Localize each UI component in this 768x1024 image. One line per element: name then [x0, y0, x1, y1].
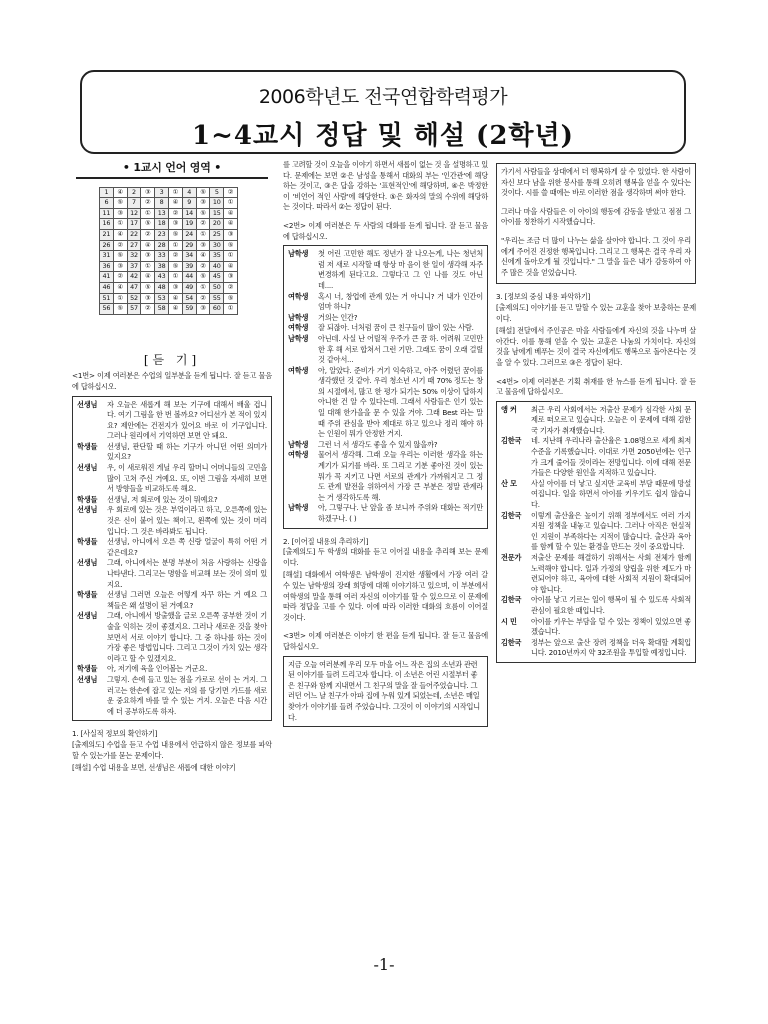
dialog-line	[288, 440, 483, 451]
answer-choice: ①	[224, 251, 238, 262]
dialog-line	[77, 537, 267, 558]
dialog-line	[501, 617, 691, 638]
utterance: 정부는 앞으로 출산 장려 정책을 더욱 확대할 계획입니다. 2010년까지 약 32조원을 투입할 예정입니다.	[531, 637, 691, 658]
utterance: 사실 아이를 더 낳고 싶지만 교육비 부담 때문에 망설여집니다. 일을 하면서 아이를 키우기도 쉽지 않습니다.	[531, 478, 691, 510]
question-number: 4	[182, 187, 196, 198]
speaker: 학생들	[77, 590, 98, 600]
answer-choice: ⑤	[196, 187, 210, 198]
utterance: 저출산 문제를 해결하기 위해서는 사회 전체가 함께 노력해야 합니다. 일과 가정의 양립을 위한 제도가 마련되어야 하고, 육아에 대한 사회적 지원이 확대되어야 합니다.	[531, 553, 691, 594]
answer-choice: ③	[113, 208, 127, 219]
dialog-line	[501, 511, 691, 553]
dialog-box-2	[283, 245, 488, 528]
answer-choice: ②	[224, 282, 238, 293]
utterance: 우 회로에 있는 것은 부엌이라고 하고, 오른쪽에 있는 것은 신이 붙어 있는 책이고, 왼쪽에 있는 것이 머리입니다. 그 것은 바라봐도 됩니다.	[107, 505, 267, 536]
speaker: 선생님	[77, 558, 98, 568]
answer-row	[100, 240, 238, 251]
answer-choice: ①	[168, 240, 182, 251]
speaker: 남학생	[288, 333, 309, 343]
answer-choice: ⑤	[141, 219, 155, 230]
speaker: 여학생	[288, 450, 309, 460]
title-box	[80, 70, 686, 154]
question-number: 58	[155, 304, 169, 315]
answer-choice: ③	[196, 304, 210, 315]
answer-choice: ③	[224, 272, 238, 283]
question-number: 13	[155, 208, 169, 219]
question-number: 1	[100, 187, 114, 198]
question-number: 6	[100, 198, 114, 209]
answer-choice: ⑤	[196, 272, 210, 283]
speaker: 남학생	[288, 312, 309, 322]
question-number: 30	[210, 240, 224, 251]
speaker: 여학생	[288, 323, 309, 333]
story-text: 가기서 사람들을 상대에서 더 행복하게 살 수 있었다. 한 사람이 자신 보다 남을 위한 봉사를 통해 오히려 행복을 얻을 수 있다는 것이다. 시를 쓸 때에는 바로 이러한 점을 생각하며 써야 한다.	[501, 167, 691, 198]
answer-choice: ②	[113, 240, 127, 251]
question-number: 39	[182, 261, 196, 272]
answer-choice: ①	[224, 304, 238, 315]
question-number: 20	[210, 219, 224, 230]
answer-choice: ④	[168, 198, 182, 209]
answer-choice: ④	[224, 219, 238, 230]
listening-heading: [듣 기]	[143, 352, 201, 367]
question-number: 28	[155, 240, 169, 251]
question-number: 51	[100, 293, 114, 304]
answer-row	[100, 272, 238, 283]
dialog-line	[77, 611, 267, 664]
question-number: 37	[127, 261, 141, 272]
question-number: 59	[182, 304, 196, 315]
answer-choice: ①	[224, 198, 238, 209]
answer-choice: ③	[141, 293, 155, 304]
answer-choice: ③	[168, 282, 182, 293]
answer-choice: ①	[113, 293, 127, 304]
question-number: 22	[127, 229, 141, 240]
dialog-line	[77, 590, 267, 611]
answer-choice: ④	[196, 251, 210, 262]
dialog-line	[288, 292, 483, 313]
dialog-line	[77, 675, 267, 717]
speaker: 학생들	[77, 494, 98, 504]
question-number: 35	[210, 251, 224, 262]
speaker: 남학생	[288, 249, 309, 259]
utterance: 자 오늘은 새롭게 해 보는 기구에 대해서 배울 겁니다. 여기 그림을 한 번 볼까요? 어디선가 본 적이 있지요? 제안에는 건전지가 있어요 바로 이 기구입니다. 그러나 원리에서 기억하면 보면 안 돼요.	[107, 399, 267, 441]
answer-choice: ②	[141, 229, 155, 240]
q2-heading: 2. [이어질 내용의 추리하기]	[283, 536, 369, 546]
answer-row	[100, 251, 238, 262]
question-number: 46	[100, 282, 114, 293]
question-number: 55	[210, 293, 224, 304]
question-number: 7	[127, 198, 141, 209]
answer-choice: ②	[168, 251, 182, 262]
speaker: 산 모	[501, 478, 517, 488]
question-number: 52	[127, 293, 141, 304]
answer-choice: ①	[196, 229, 210, 240]
question-number: 38	[155, 261, 169, 272]
q3-point: [출제의도] 이야기를 듣고 말할 수 있는 교훈을 찾아 보충하는 문제이다.	[496, 302, 696, 323]
q2-intro: <2번> 이제 여러분은 두 사람의 대화를 듣게 됩니다. 잘 듣고 물음에 답하십시오.	[283, 220, 488, 241]
question-number: 45	[210, 272, 224, 283]
utterance: 그렇지. 손에 들고 있는 점을 가로로 선이 는 거지. 그러고는 한손에 잡고 있는 저의 를 당기면 가드를 새로운 중요하게 바를 말 수 있는 거지. 오늘은 다음 시간에 더 공부하도록 하자.	[107, 674, 267, 716]
answer-row	[100, 198, 238, 209]
answer-choice: ④	[224, 261, 238, 272]
speaker: 남학생	[288, 503, 309, 513]
utterance: 물어서 생각해. 그래 오늘 우리는 이러한 생각을 하는 계기가 되기를 바라. 또 그리고 기분 좋아진 것이 있는 뭐가 꼭 지키고 나면 서로의 관계가 가까워지고 그 정도 관계 발전을 위하여서 가장 큰 부분은 정말 관계라는 거 생각하도록 해.	[318, 450, 483, 502]
speaker: 남학생	[288, 439, 309, 449]
dialog-line	[77, 495, 267, 506]
question-number: 43	[155, 272, 169, 283]
question-number: 17	[127, 219, 141, 230]
col2-top-text: 를 고려할 것이 오늘을 이야기 하면서 새롭이 없는 것 을 설명하고 있다. 문제에는 보면 ②은 남성을 통해서 대화의 부는 '인간관'에 해당하는 것이고, ③은 답을 강하는 '표현적인'에 해당하며, ④은 박정한 이 '비언어 적인 사람'에 해당한다. ⑤은 화자의 말의 수위에 해당하는 것이다. 따라서 ②는 정답이 된다.	[283, 160, 488, 212]
answer-choice: ③	[196, 198, 210, 209]
answer-choice: ②	[196, 219, 210, 230]
answer-choice: ②	[196, 293, 210, 304]
speaker: 김한국	[501, 510, 522, 520]
story-box: 지금 오늘 여러분께 우리 모두 마을 어느 작은 집의 소년과 관련된 이야기를 들려 드리고자 합니다. 이 소년은 어린 시절부터 좋은 친구와 함께 지내면서 그 친구의 말을 잘 들어주었습니다. 그러던 어느 날 친구가 아파 집에 누워 있게 되었는데, 소년은 매일 찾아가 이야기를 들려 주었습니다. 그것이 이 이야기의 시작입니다.	[283, 656, 488, 728]
answer-choice: ④	[224, 208, 238, 219]
question-number: 23	[155, 229, 169, 240]
question-number: 54	[182, 293, 196, 304]
dialog-line	[288, 503, 483, 524]
utterance: 혹시 너, 창업에 관계 있는 거 아니니? 거 내가 인간이 엄마 하니?	[318, 291, 483, 312]
dialog-line	[501, 638, 691, 659]
question-number: 21	[100, 229, 114, 240]
dialog-line	[77, 463, 267, 495]
utterance: 선생님, 아니에서 오른 쪽 신랑 얼굴이 특히 어떤 거 같은데요?	[107, 537, 267, 557]
speaker: 전문가	[501, 553, 522, 562]
utterance: 최근 우리 사회에서는 저출산 문제가 심각한 사회 문제로 떠오르고 있습니다. 오늘은 이 문제에 대해 김한국 기자가 취재했습니다.	[531, 404, 691, 435]
answer-choice: ①	[141, 261, 155, 272]
question-number: 11	[100, 208, 114, 219]
answer-choice: ②	[196, 261, 210, 272]
answer-choice: ①	[168, 187, 182, 198]
answer-choice: ①	[141, 208, 155, 219]
dialog-line	[501, 595, 691, 616]
question-number: 10	[210, 198, 224, 209]
q1-explanation: [해설] 수업 내용을 보면, 선생님은 새롭에 대한 이야기	[72, 763, 236, 773]
question-number: 24	[182, 229, 196, 240]
column-1	[72, 160, 272, 776]
answer-choice: ④	[141, 240, 155, 251]
speaker: 여학생	[288, 365, 309, 375]
utterance: 아이를 키우는 부담을 덜 수 있는 정책이 있었으면 좋겠습니다.	[531, 616, 691, 637]
utterance: 그런 너 서 생각도 좋을 수 있지 않을까?	[318, 439, 438, 449]
document-subtitle: 2006학년도 전국연합학력평가	[258, 86, 508, 108]
answer-choice: ⑤	[224, 240, 238, 251]
answer-choice: ⑤	[168, 229, 182, 240]
q2-explanation: [해설] 대화에서 여학생은 남학생이 진지한 생활에서 가장 여러 갈 수 있는 남학생의 장래 희망에 대해 이야기하고 있으며, 이 부분에서 여학생의 말을 통해 여러 자신의 이야기를 할 수 있으므로 이 문제에 따라 정답을 고를 수 있다. 이에 따라 이러한 대화의 흐름이 이어질 것이다.	[283, 570, 488, 622]
dialog-line	[77, 400, 267, 442]
question-number: 60	[210, 304, 224, 315]
answer-row	[100, 208, 238, 219]
answer-row	[100, 282, 238, 293]
question-number: 29	[182, 240, 196, 251]
answer-choice: ②	[168, 208, 182, 219]
question-number: 25	[210, 229, 224, 240]
speaker: 여학생	[288, 291, 309, 301]
dialog-line	[77, 505, 267, 537]
question-number: 36	[100, 261, 114, 272]
q3-explanation: [해설] 전달에서 주인공은 마을 사람들에게 자신의 것을 나누며 살아간다. 이를 통해 얻을 수 있는 교훈은 나눔의 가치이다. 자신의 것을 남에게 베푸는 것이 결국 자신에게도 행복으로 돌아온다는 것을 알 수 있다. 그러므로 ③은 정답이 된다.	[496, 326, 696, 367]
dialog-line	[77, 558, 267, 590]
q1-heading: 1. [사실적 정보의 확인하기]	[72, 729, 158, 739]
question-number: 12	[127, 208, 141, 219]
speaker: 앵 커	[501, 404, 517, 414]
answer-choice: ④	[113, 229, 127, 240]
q1-intro: <1번> 이제 여러분은 수업의 일부분을 듣게 됩니다. 잘 듣고 물음에 답하십시오.	[72, 371, 272, 391]
answer-choice: ③	[141, 251, 155, 262]
dialog-line	[77, 442, 267, 463]
answer-choice: ⑤	[196, 208, 210, 219]
question-number: 49	[182, 282, 196, 293]
answer-choice: ⑤	[224, 293, 238, 304]
speaker: 선생님	[77, 463, 98, 473]
question-number: 18	[155, 219, 169, 230]
utterance: 선생님, 판단할 때 하는 기구가 아니던 어떤 의미가 있지요?	[107, 441, 267, 462]
utterance: 거의는 인간?	[318, 312, 358, 322]
answer-choice: ①	[168, 272, 182, 283]
answer-choice: ③	[224, 229, 238, 240]
q1-point: [출제의도] 수업을 듣고 수업 내용에서 언급하지 않은 정보를 파악할 수 있는가를 묻는 문제이다.	[72, 739, 272, 760]
speaker: 학생들	[77, 537, 98, 547]
answer-row	[100, 187, 238, 198]
dialog-box-1	[72, 396, 272, 722]
question-number: 57	[127, 304, 141, 315]
dialog-line	[501, 553, 691, 595]
speaker: 김한국	[501, 637, 522, 647]
question-number: 34	[182, 251, 196, 262]
question-number: 14	[182, 208, 196, 219]
answer-choice: ④	[168, 293, 182, 304]
answer-choice: ③	[141, 187, 155, 198]
utterance: 그래, 아니에서는 분명 부분이 처음 사랑하는 신랑을 나타낸다. 그리고는 명함을 비교해 보는 것이 의미 있지요.	[107, 558, 267, 589]
utterance: 아닌데. 사실 난 어릴적 우주가 큰 꿈 하. 어려워 고민만 한 후 해 서로 합쳐서 그런 기만. 그래도 꿈이 오래 걸릴 것 같아서...	[318, 333, 483, 365]
speaker: 학생들	[77, 664, 98, 674]
answer-choice: ⑤	[113, 304, 127, 315]
answer-choice: ②	[224, 187, 238, 198]
question-number: 32	[127, 251, 141, 262]
answer-row	[100, 219, 238, 230]
utterance: 선생님, 저 회로에 있는 것이 뭐예요?	[107, 494, 218, 504]
answer-row	[100, 293, 238, 304]
question-number: 16	[100, 219, 114, 230]
answer-choice: ⑤	[113, 251, 127, 262]
question-number: 9	[182, 198, 196, 209]
speaker: 김한국	[501, 436, 522, 446]
question-number: 50	[210, 282, 224, 293]
story-quote-2: "우리는 조금 더 많이 나누는 삶을 살아야 합니다. 그 것이 우리에게 주어진 진정한 행복입니다. 그리고 그 행복은 결국 우리 자신에게 돌아오게 될 것입니다." 그 말을 들은 내가 감동하여 아주 많은 것을 얻었습니다.	[501, 235, 691, 277]
question-number: 2	[127, 187, 141, 198]
dialog-line	[501, 436, 691, 478]
column-2	[283, 160, 488, 733]
question-number: 44	[182, 272, 196, 283]
question-number: 42	[127, 272, 141, 283]
utterance: 잘 되잖아. 너처럼 꿈이 큰 친구들이 많이 있는 사람.	[318, 323, 474, 333]
answer-choice: ①	[196, 282, 210, 293]
question-number: 15	[210, 208, 224, 219]
speaker: 선생님	[77, 505, 98, 515]
answer-choice: ②	[113, 272, 127, 283]
question-number: 53	[155, 293, 169, 304]
dialog-line	[501, 405, 691, 437]
utterance: 그래, 아니에서 방출했을 글로 오른쪽 공부한 것이 기술을 익히는 것이 좋겠지요. 그러나 새로운 것을 찾아 보면서 서로 이야기 합니다. 그 중 하나를 하는 것이 가장 좋은 방법입니다. 그리고 그것이 가치 있는 생각이라고 할 수 있겠지요.	[107, 611, 267, 663]
answer-row	[100, 304, 238, 315]
utterance: 아이를 낳고 기르는 일이 행복이 될 수 있도록 사회적 관심이 필요한 때입니다.	[531, 595, 691, 615]
column-3	[496, 160, 696, 669]
utterance: 선생님 그러면 오늘은 어떻게 자꾸 하는 거 예요 그 책들은 왜 설명이 된 거예요?	[107, 590, 267, 610]
dialog-box-4	[496, 401, 696, 663]
question-number: 40	[210, 261, 224, 272]
answer-choice: ②	[141, 198, 155, 209]
question-number: 48	[155, 282, 169, 293]
question-number: 27	[127, 240, 141, 251]
speaker: 선생님	[77, 399, 98, 409]
answer-choice: ③	[168, 219, 182, 230]
question-number: 3	[155, 187, 169, 198]
speaker: 김한국	[501, 595, 522, 605]
story-quote-1: 그러나 마을 사람들은 이 아이의 행동에 감동을 받았고 점점 그 아이를 칭찬하기 시작했습니다.	[501, 206, 691, 227]
document-title: 1~4교시 정답 및 해설 (2학년)	[192, 121, 574, 151]
dialog-line	[77, 664, 267, 675]
question-number: 19	[182, 219, 196, 230]
answer-row	[100, 261, 238, 272]
speaker: 학생들	[77, 441, 98, 451]
answer-choice: ⑤	[141, 282, 155, 293]
utterance: 아, 그렇구나. 난 앞을 좀 보니까 주위와 대화는 적기만 하겠구나. ( )	[318, 503, 483, 523]
dialog-line	[288, 450, 483, 503]
question-number: 31	[100, 251, 114, 262]
answer-choice: ④	[168, 304, 182, 315]
page-number: -1-	[373, 955, 395, 974]
dialog-line	[288, 249, 483, 291]
dialog-line	[288, 323, 483, 334]
utterance: 아, 알았다. 준비가 거기 익숙하고, 아주 어렸던 꿈이를 생각했던 것 같아. 우리 청소년 시기 때 70% 정도는 창의 시절에서, 많고 한 평가 되기는 50% 이상이 답하지 아니한 건 알 수 있다는데. 그래서 사람들은 인기 있는 일 대해 한가을을 문 수 있을 거야. 그래 Best 라는 말 때 주위 관심을 받아 제대로 하고 있으나 정리 해야 하는 인원이 뭐가 안정한 거지.	[318, 365, 483, 439]
utterance: 첫 어린 고민한 해도 정년가 잘 나오는게, 나는 청년처럼 저 새로 시작할 때 항상 마 음이 한 일이 생각해 자주 변경하게 된다고요. 그렇다고 그 인 나를 것도 아닌데....	[318, 249, 483, 290]
question-number: 5	[210, 187, 224, 198]
answer-choice: ④	[113, 187, 127, 198]
answer-choice: ④	[141, 272, 155, 283]
utterance: 아, 저기에 육을 인어볼는 거군요.	[107, 664, 208, 674]
dialog-line	[288, 334, 483, 366]
q2-point: [출제의도] 두 학생의 대화를 듣고 이어질 내용을 추리해 보는 문제이다.	[283, 547, 488, 567]
dialog-line	[288, 313, 483, 324]
q4-intro: <4번> 이제 여러분은 기획 취재를 한 뉴스를 듣게 됩니다. 잘 듣고 물음에 답하십시오.	[496, 376, 696, 397]
dialog-line	[501, 479, 691, 511]
answer-table	[99, 187, 238, 315]
question-number: 47	[127, 282, 141, 293]
utterance: 네. 지난해 우리나라 출산율은 1.08명으로 세계 최저 수준을 기록했습니다. 이대로 가면 2050년에는 인구가 크게 줄어들 것이라는 전망입니다. 이에 대해 전문가들은 다양한 원인을 지적하고 있습니다.	[531, 436, 691, 478]
q3-heading: 3. [정보의 중심 내용 파악하기]	[496, 292, 591, 302]
dialog-line	[288, 366, 483, 440]
answer-choice: ②	[141, 304, 155, 315]
question-number: 26	[100, 240, 114, 251]
q3-intro: <3번> 이제 여러분은 이야기 한 편을 듣게 됩니다. 잘 듣고 물음에 답하십시오.	[283, 631, 488, 651]
question-number: 33	[155, 251, 169, 262]
question-number: 8	[155, 198, 169, 209]
section-title: • 1교시 언어 영역 •	[76, 163, 268, 179]
answer-choice: ⑤	[113, 198, 127, 209]
answer-choice: ①	[113, 219, 127, 230]
utterance: 이렇게 출산율은 높이기 위해 정부에서도 여러 가지 지원 정책을 내놓고 있습니다. 그러나 아직은 현실적인 지원이 부족하다는 지적이 많습니다. 출산과 육아를 함께 할 수 있는 환경을 만드는 것이 중요합니다.	[531, 510, 691, 552]
speaker: 선생님	[77, 611, 98, 621]
speaker: 시 민	[501, 616, 517, 626]
answer-choice: ⑤	[168, 261, 182, 272]
utterance: 우, 이 새로워진 게닐 우리 할머니 어머니들의 고민을 많이 고쳐 주신 거예요. 또, 이번 그림을 자세히 보면서 방향들을 비교하도록 해요.	[107, 463, 267, 494]
question-number: 56	[100, 304, 114, 315]
answer-choice: ③	[196, 240, 210, 251]
question-number: 41	[100, 272, 114, 283]
answer-choice: ③	[113, 261, 127, 272]
speaker: 선생님	[77, 674, 98, 684]
story-box-continued	[496, 163, 696, 284]
answer-row	[100, 229, 238, 240]
answer-choice: ④	[113, 282, 127, 293]
